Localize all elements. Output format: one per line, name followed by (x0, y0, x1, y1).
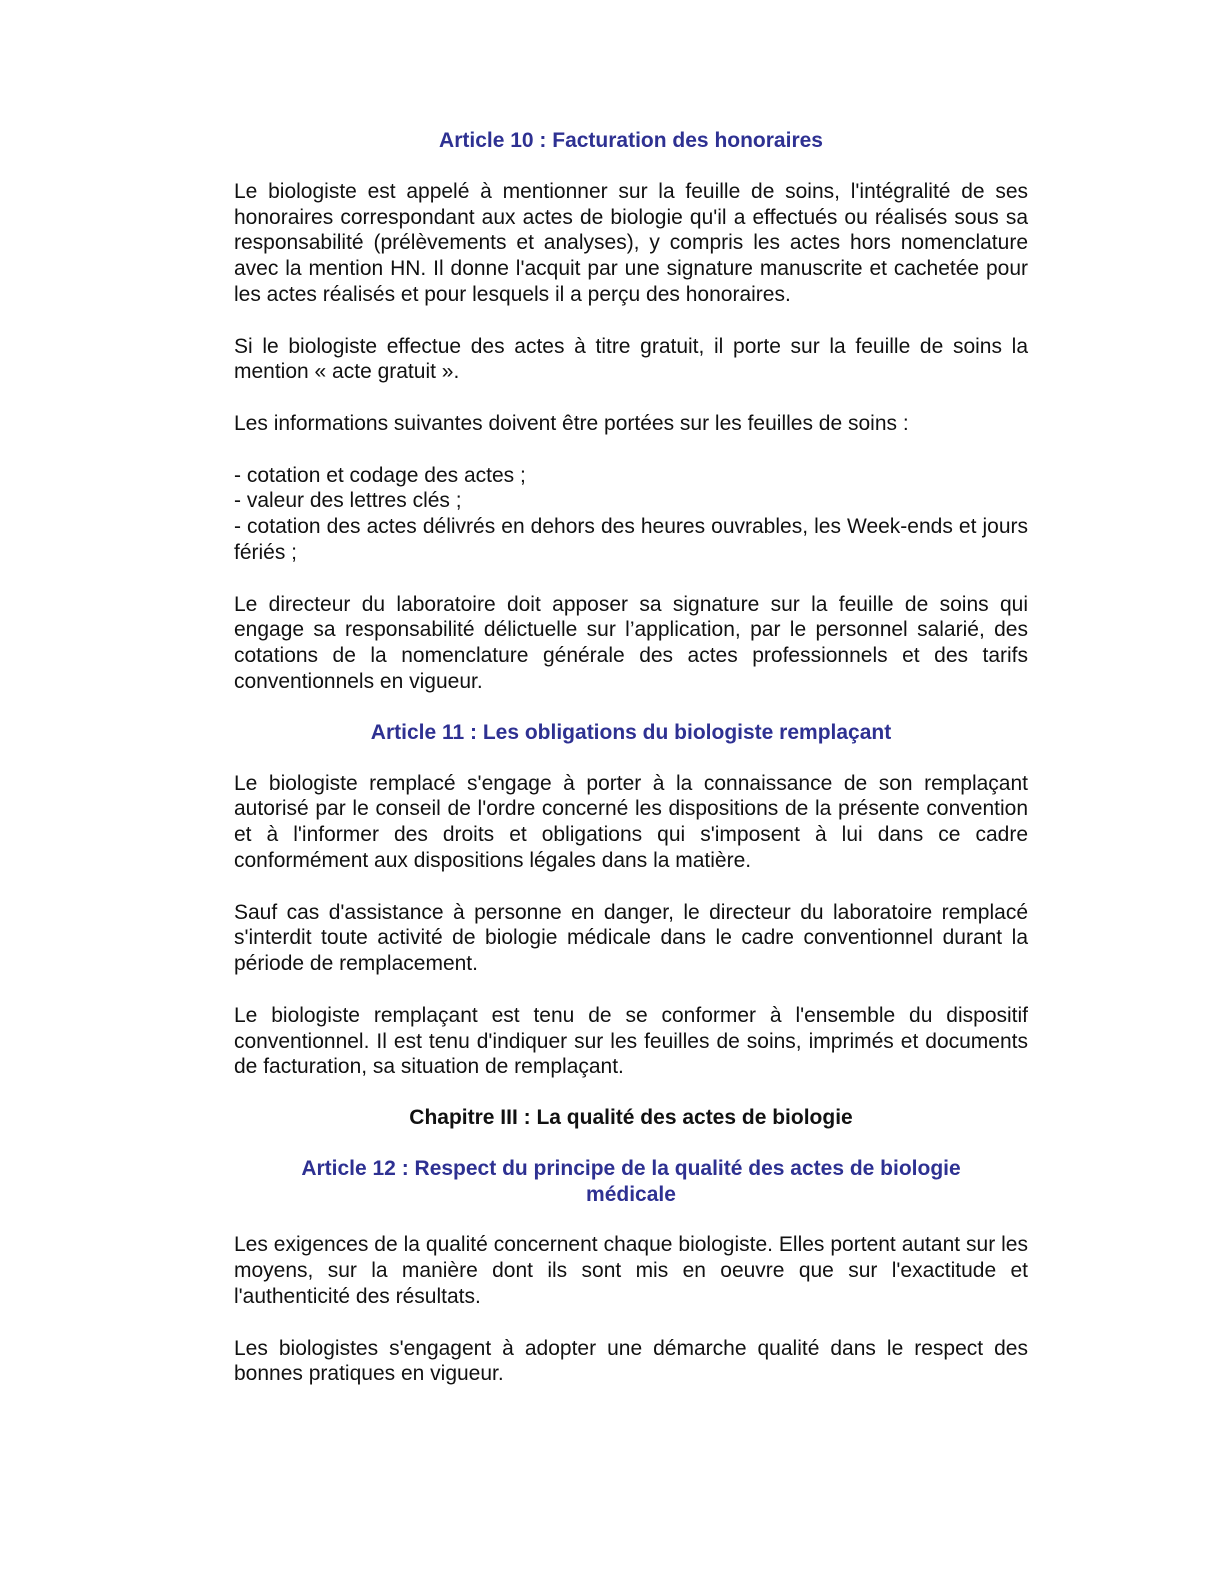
article-12-paragraph-2: Les biologistes s'engagent à adopter une démarche qualité dans le respect des bonnes pratiques en vigueur. (234, 1336, 1028, 1386)
list-item: - cotation des actes délivrés en dehors des heures ouvrables, les Week-ends et jours fériés ; (234, 515, 1028, 564)
article-12-title-line-2: médicale (586, 1182, 676, 1206)
article-11-title: Article 11 : Les obligations du biologiste remplaçant (370, 720, 892, 744)
article-10-paragraph-1: Le biologiste est appelé à mentionner sur la feuille de soins, l'intégralité de ses honoraires correspondant aux actes de biologie qu'il a effectués ou réalisés sous sa responsabilité (prélèvements et analyses), y compris les actes hors nomenclature avec la mention HN. Il donne l'acquit par une signature manuscrite et cachetée pour les actes réalisés et pour lesquels il a perçu des honoraires. (234, 179, 1028, 306)
article-10-title: Article 10 : Facturation des honoraires (439, 129, 823, 152)
article-12-paragraph-1: Les exigences de la qualité concernent chaque biologiste. Elles portent autant sur les moyens, sur la manière dont ils sont mis en oeuvre que sur l'exactitude et l'authenticité des résultats. (234, 1233, 1028, 1309)
document-body (234, 128, 1028, 1387)
article-11-paragraph-3: Le biologiste remplaçant est tenu de se conformer à l'ensemble du dispositif conventionnel. Il est tenu d'indiquer sur les feuilles de soins, imprimés et documents de facturation, sa situation de remplaçant. (234, 1003, 1028, 1079)
article-10-paragraph-3: Les informations suivantes doivent être portées sur les feuilles de soins : (234, 411, 909, 435)
list-item: - cotation et codage des actes ; (234, 463, 526, 487)
list-item: - valeur des lettres clés ; (234, 489, 462, 513)
article-12-title (234, 1156, 1028, 1208)
article-10-paragraph-2: Si le biologiste effectue des actes à titre gratuit, il porte sur la feuille de soins la mention « acte gratuit ». (234, 334, 1028, 384)
chapter-3-title: Chapitre III : La qualité des actes de biologie (409, 1106, 853, 1130)
article-12-title-line-1: Article 12 : Respect du principe de la qualité des actes de biologie (301, 1156, 961, 1180)
article-10-paragraph-4: Le directeur du laboratoire doit apposer sa signature sur la feuille de soins qui engage sa responsabilité délictuelle sur l’application, par le personnel salarié, des cotations de la nomenclature générale des actes professionnels et des tarifs conventionnels en vigueur. (234, 592, 1028, 693)
article-10-list (234, 463, 1028, 566)
article-11-paragraph-2: Sauf cas d'assistance à personne en danger, le directeur du laboratoire remplacé s'interdit toute activité de biologie médicale dans le cadre conventionnel durant la période de remplacement. (234, 900, 1028, 976)
article-11-paragraph-1: Le biologiste remplacé s'engage à porter à la connaissance de son remplaçant autorisé par le conseil de l'ordre concerné les dispositions de la présente convention et à l'informer des droits et obligations qui s'imposent à lui dans ce cadre conformément aux dispositions légales dans la matière. (234, 771, 1028, 872)
